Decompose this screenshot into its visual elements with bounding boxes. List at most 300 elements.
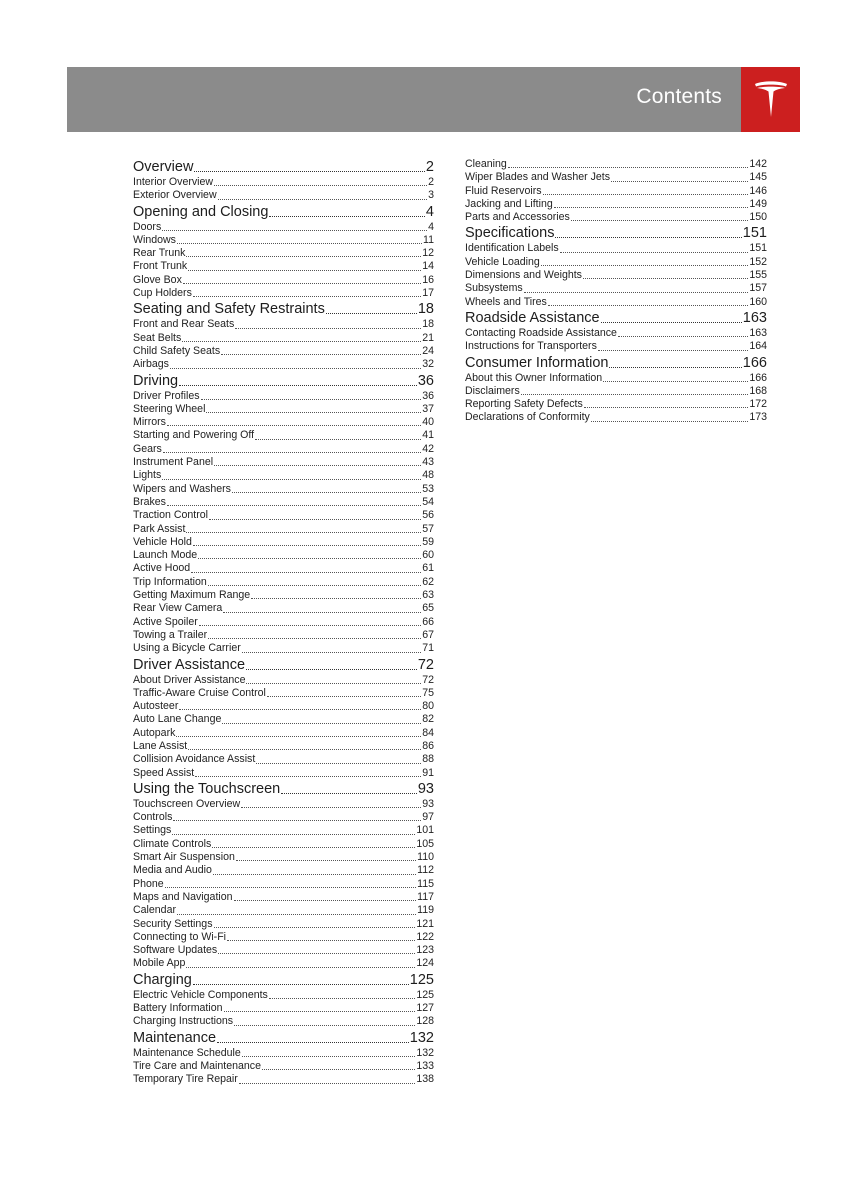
toc-entry-label: Active Spoiler <box>133 615 198 628</box>
toc-entry-page-number: 117 <box>417 890 434 903</box>
toc-entry-page-number: 36 <box>417 372 434 389</box>
toc-section-seating-and-safety-restraints[interactable] <box>133 300 434 318</box>
toc-entry-page-number: 2 <box>428 176 434 188</box>
toc-entry-collision-avoidance-assist[interactable] <box>133 753 434 766</box>
toc-entry-calendar[interactable] <box>133 904 434 917</box>
toc-entry-launch-mode[interactable] <box>133 549 434 562</box>
dot-leader <box>267 695 421 697</box>
toc-entry-label: Speed Assist <box>133 766 195 779</box>
dot-leader <box>521 393 749 395</box>
toc-section-driver-assistance[interactable] <box>133 656 434 674</box>
toc-section-maintenance[interactable] <box>133 1029 434 1047</box>
toc-entry-page-number: 93 <box>417 780 434 797</box>
toc-entry-security-settings[interactable] <box>133 918 434 931</box>
toc-entry-label: Identification Labels <box>465 242 559 255</box>
dot-leader <box>223 611 421 613</box>
toc-entry-mirrors[interactable] <box>133 416 434 429</box>
toc-entry-page-number: 142 <box>749 158 767 170</box>
dot-leader <box>167 504 421 506</box>
toc-section-driving[interactable] <box>133 372 434 390</box>
toc-entry-page-number: 48 <box>422 469 434 482</box>
dot-leader <box>584 406 749 408</box>
toc-entry-page-number: 56 <box>422 509 434 522</box>
toc-section-opening-and-closing[interactable] <box>133 203 434 221</box>
toc-entry-page-number: 59 <box>422 535 434 548</box>
toc-section-charging[interactable] <box>133 971 434 989</box>
toc-entry-label: Starting and Powering Off <box>133 429 255 442</box>
toc-section-using-the-touchscreen[interactable] <box>133 780 434 798</box>
toc-entry-page-number: 17 <box>422 287 434 300</box>
toc-entry-temporary-tire-repair[interactable] <box>133 1073 434 1086</box>
toc-entry-glove-box[interactable] <box>133 274 434 287</box>
toc-entry-label: Park Assist <box>133 522 186 535</box>
dot-leader <box>165 886 416 888</box>
toc-entry-windows[interactable] <box>133 234 434 247</box>
toc-entry-page-number: 66 <box>422 615 434 628</box>
toc-entry-page-number: 157 <box>749 282 767 295</box>
toc-entry-label: Driver Assistance <box>133 656 246 673</box>
toc-entry-page-number: 53 <box>422 482 434 495</box>
toc-entry-park-assist[interactable] <box>133 523 434 536</box>
toc-entry-traffic-aware-cruise-control[interactable] <box>133 687 434 700</box>
dot-leader <box>234 1024 415 1026</box>
toc-entry-page-number: 151 <box>749 242 767 255</box>
dot-leader <box>541 264 749 266</box>
toc-entry-label: Maintenance Schedule <box>133 1046 241 1059</box>
toc-entry-climate-controls[interactable] <box>133 838 434 851</box>
toc-entry-wiper-blades-and-washer-jets[interactable] <box>465 171 767 184</box>
toc-entry-label: Gears <box>133 442 162 455</box>
toc-entry-contacting-roadside-assistance[interactable] <box>465 327 767 340</box>
toc-entry-label: Front Trunk <box>133 260 188 273</box>
toc-entry-connecting-to-wi-fi[interactable] <box>133 931 434 944</box>
dot-leader <box>186 531 421 533</box>
dot-leader <box>603 380 748 382</box>
toc-entry-page-number: 133 <box>416 1059 434 1072</box>
dot-leader <box>212 846 415 848</box>
toc-entry-label: Roadside Assistance <box>465 309 600 326</box>
dot-leader <box>326 312 417 314</box>
toc-entry-battery-information[interactable] <box>133 1002 434 1015</box>
toc-entry-page-number: 145 <box>749 171 767 184</box>
toc-entry-autosteer[interactable] <box>133 700 434 713</box>
toc-entry-active-spoiler[interactable] <box>133 616 434 629</box>
dot-leader <box>218 952 415 954</box>
dot-leader <box>239 1082 416 1084</box>
toc-entry-dimensions-and-weights[interactable] <box>465 269 767 282</box>
dot-leader <box>214 184 427 186</box>
toc-entry-label: Contacting Roadside Assistance <box>465 326 617 339</box>
toc-entry-smart-air-suspension[interactable] <box>133 851 434 864</box>
dot-leader <box>173 819 421 821</box>
toc-entry-label: Dimensions and Weights <box>465 269 582 282</box>
toc-entry-exterior-overview[interactable] <box>133 189 434 202</box>
toc-entry-page-number: 112 <box>417 864 434 877</box>
toc-entry-page-number: 132 <box>416 1046 434 1059</box>
dot-leader <box>195 775 421 777</box>
dot-leader <box>179 708 421 710</box>
dot-leader <box>591 420 748 422</box>
toc-entry-cleaning[interactable] <box>465 158 767 171</box>
toc-entry-label: Cleaning <box>465 158 507 170</box>
dot-leader <box>177 913 416 915</box>
toc-entry-label: Wiper Blades and Washer Jets <box>465 171 611 184</box>
toc-entry-page-number: 32 <box>422 358 434 371</box>
toc-entry-rear-trunk[interactable] <box>133 247 434 260</box>
toc-entry-disclaimers[interactable] <box>465 385 767 398</box>
toc-entry-autopark[interactable] <box>133 727 434 740</box>
toc-entry-label: Rear Trunk <box>133 247 186 260</box>
toc-entry-label: Vehicle Hold <box>133 535 192 548</box>
dot-leader <box>194 170 424 172</box>
toc-entry-page-number: 93 <box>422 797 434 810</box>
toc-entry-label: Security Settings <box>133 917 213 930</box>
dot-leader <box>162 229 427 231</box>
toc-entry-controls[interactable] <box>133 811 434 824</box>
toc-entry-label: Active Hood <box>133 562 191 575</box>
toc-entry-label: Autosteer <box>133 700 179 713</box>
toc-entry-electric-vehicle-components[interactable] <box>133 989 434 1002</box>
dot-leader <box>177 242 422 244</box>
toc-entry-page-number: 72 <box>417 656 434 673</box>
dot-leader <box>163 451 421 453</box>
toc-section-roadside-assistance[interactable] <box>465 309 767 327</box>
toc-section-overview[interactable] <box>133 158 434 176</box>
toc-entry-page-number: 80 <box>422 700 434 713</box>
toc-entry-page-number: 84 <box>422 726 434 739</box>
toc-entry-page-number: 128 <box>416 1015 434 1028</box>
toc-entry-label: Maintenance <box>133 1029 217 1046</box>
toc-entry-label: Collision Avoidance Assist <box>133 753 256 766</box>
toc-entry-label: Launch Mode <box>133 549 198 562</box>
toc-entry-tire-care-and-maintenance[interactable] <box>133 1060 434 1073</box>
toc-entry-charging-instructions[interactable] <box>133 1015 434 1028</box>
toc-entry-page-number: 60 <box>422 549 434 562</box>
dot-leader <box>227 939 415 941</box>
toc-entry-label: Connecting to Wi-Fi <box>133 930 227 943</box>
toc-entry-page-number: 36 <box>422 389 434 402</box>
toc-entry-identification-labels[interactable] <box>465 242 767 255</box>
toc-entry-page-number: 160 <box>749 295 767 308</box>
toc-entry-label: Mirrors <box>133 416 166 429</box>
toc-entry-label: Settings <box>133 824 172 837</box>
toc-left-column <box>133 158 434 1087</box>
toc-entry-page-number: 75 <box>422 686 434 699</box>
toc-entry-label: Traction Control <box>133 509 208 522</box>
toc-entry-label: Child Safety Seats <box>133 344 221 357</box>
dot-leader <box>242 1055 416 1057</box>
toc-entry-page-number: 150 <box>749 211 767 224</box>
toc-entry-label: Fluid Reservoirs <box>465 184 542 197</box>
dot-leader <box>543 193 749 195</box>
dot-leader <box>179 384 417 386</box>
toc-entry-label: Traffic-Aware Cruise Control <box>133 686 266 699</box>
toc-entry-steering-wheel[interactable] <box>133 403 434 416</box>
dot-leader <box>217 1041 409 1043</box>
toc-entry-subsystems[interactable] <box>465 282 767 295</box>
toc-entry-page-number: 21 <box>422 331 434 344</box>
toc-entry-active-hood[interactable] <box>133 562 434 575</box>
dot-leader <box>241 806 421 808</box>
toc-entry-page-number: 172 <box>749 398 767 411</box>
toc-entry-page-number: 168 <box>749 384 767 397</box>
toc-entry-page-number: 166 <box>742 354 767 371</box>
dot-leader <box>201 398 422 400</box>
toc-entry-label: About this Owner Information <box>465 371 603 384</box>
toc-entry-label: Instrument Panel <box>133 456 214 469</box>
toc-entry-lights[interactable] <box>133 469 434 482</box>
dot-leader <box>236 859 416 861</box>
dot-leader <box>224 1010 416 1012</box>
dot-leader <box>162 478 421 480</box>
dot-leader <box>601 321 742 323</box>
toc-entry-label: Windows <box>133 233 176 246</box>
dot-leader <box>560 251 749 253</box>
toc-entry-settings[interactable] <box>133 824 434 837</box>
toc-entry-starting-and-powering-off[interactable] <box>133 429 434 442</box>
toc-entry-label: Software Updates <box>133 944 218 957</box>
toc-entry-page-number: 122 <box>416 930 434 943</box>
toc-entry-page-number: 115 <box>417 877 434 890</box>
toc-entry-label: Towing a Trailer <box>133 628 208 641</box>
toc-right-column <box>465 158 767 425</box>
toc-entry-label: Opening and Closing <box>133 203 269 220</box>
toc-entry-doors[interactable] <box>133 221 434 234</box>
dot-leader <box>221 353 421 355</box>
toc-entry-phone[interactable] <box>133 878 434 891</box>
toc-entry-label: Steering Wheel <box>133 402 206 415</box>
toc-entry-page-number: 146 <box>749 184 767 197</box>
toc-entry-label: Trip Information <box>133 575 207 588</box>
toc-entry-page-number: 124 <box>416 957 434 970</box>
toc-entry-about-this-owner-information[interactable] <box>465 372 767 385</box>
toc-entry-page-number: 97 <box>422 811 434 824</box>
toc-entry-using-a-bicycle-carrier[interactable] <box>133 642 434 655</box>
toc-entry-label: Smart Air Suspension <box>133 851 235 864</box>
toc-section-consumer-information[interactable] <box>465 354 767 372</box>
toc-entry-mobile-app[interactable] <box>133 957 434 970</box>
toc-entry-label: Climate Controls <box>133 837 212 850</box>
toc-entry-trip-information[interactable] <box>133 576 434 589</box>
toc-entry-page-number: 164 <box>749 340 767 353</box>
toc-entry-label: Driving <box>133 372 179 389</box>
toc-entry-label: Driver Profiles <box>133 389 200 402</box>
toc-entry-cup-holders[interactable] <box>133 287 434 300</box>
dot-leader <box>281 792 417 794</box>
toc-entry-traction-control[interactable] <box>133 509 434 522</box>
dot-leader <box>218 198 428 200</box>
dot-leader <box>256 762 421 764</box>
toc-entry-gears[interactable] <box>133 443 434 456</box>
dot-leader <box>183 282 421 284</box>
toc-entry-speed-assist[interactable] <box>133 767 434 780</box>
dot-leader <box>222 722 421 724</box>
toc-entry-page-number: 166 <box>749 371 767 384</box>
toc-entry-parts-and-accessories[interactable] <box>465 211 767 224</box>
dot-leader <box>555 236 741 238</box>
toc-entry-front-and-rear-seats[interactable] <box>133 318 434 331</box>
toc-entry-label: Doors <box>133 220 162 233</box>
toc-entry-label: Getting Maximum Range <box>133 589 251 602</box>
toc-entry-maps-and-navigation[interactable] <box>133 891 434 904</box>
toc-entry-page-number: 18 <box>422 318 434 331</box>
dot-leader <box>508 166 748 168</box>
dot-leader <box>176 735 421 737</box>
toc-entry-label: Brakes <box>133 495 166 508</box>
dot-leader <box>242 651 421 653</box>
dot-leader <box>213 873 416 875</box>
toc-entry-label: Cup Holders <box>133 287 192 300</box>
toc-entry-towing-a-trailer[interactable] <box>133 629 434 642</box>
toc-entry-label: Rear View Camera <box>133 602 223 615</box>
toc-entry-auto-lane-change[interactable] <box>133 713 434 726</box>
toc-entry-page-number: 12 <box>422 247 434 260</box>
toc-entry-page-number: 63 <box>422 589 434 602</box>
toc-entry-declarations-of-conformity[interactable] <box>465 411 767 424</box>
dot-leader <box>269 997 415 999</box>
toc-entry-label: Seating and Safety Restraints <box>133 301 325 318</box>
dot-leader <box>167 424 421 426</box>
toc-entry-interior-overview[interactable] <box>133 176 434 189</box>
toc-entry-label: Phone <box>133 877 164 890</box>
toc-entry-page-number: 123 <box>416 944 434 957</box>
toc-entry-label: Lights <box>133 469 162 482</box>
dot-leader <box>554 206 749 208</box>
toc-entry-vehicle-hold[interactable] <box>133 536 434 549</box>
toc-entry-page-number: 82 <box>422 713 434 726</box>
toc-entry-vehicle-loading[interactable] <box>465 256 767 269</box>
toc-entry-label: Parts and Accessories <box>465 211 570 224</box>
toc-entry-page-number: 67 <box>422 628 434 641</box>
toc-entry-label: Reporting Safety Defects <box>465 398 583 411</box>
toc-entry-page-number: 2 <box>425 159 434 175</box>
dot-leader <box>251 597 421 599</box>
toc-entry-wipers-and-washers[interactable] <box>133 483 434 496</box>
toc-entry-page-number: 57 <box>422 522 434 535</box>
toc-entry-page-number: 152 <box>749 255 767 268</box>
toc-entry-page-number: 125 <box>409 971 434 988</box>
dot-leader <box>214 926 416 928</box>
toc-entry-driver-profiles[interactable] <box>133 390 434 403</box>
toc-entry-page-number: 16 <box>422 273 434 286</box>
toc-entry-label: Wipers and Washers <box>133 482 231 495</box>
toc-entry-maintenance-schedule[interactable] <box>133 1047 434 1060</box>
toc-entry-page-number: 151 <box>742 225 767 242</box>
toc-entry-page-number: 101 <box>416 824 434 837</box>
toc-entry-label: Glove Box <box>133 273 182 286</box>
toc-entry-reporting-safety-defects[interactable] <box>465 398 767 411</box>
toc-entry-page-number: 3 <box>428 189 434 202</box>
dot-leader <box>255 438 421 440</box>
toc-entry-page-number: 173 <box>749 411 767 424</box>
dot-leader <box>193 544 421 546</box>
toc-entry-label: Maps and Navigation <box>133 890 233 903</box>
toc-entry-media-and-audio[interactable] <box>133 864 434 877</box>
toc-entry-child-safety-seats[interactable] <box>133 345 434 358</box>
toc-entry-page-number: 54 <box>422 495 434 508</box>
toc-entry-jacking-and-lifting[interactable] <box>465 198 767 211</box>
toc-entry-front-trunk[interactable] <box>133 260 434 273</box>
dot-leader <box>182 340 421 342</box>
toc-entry-getting-maximum-range[interactable] <box>133 589 434 602</box>
toc-entry-page-number: 18 <box>417 301 434 318</box>
toc-entry-page-number: 37 <box>422 402 434 415</box>
toc-entry-label: Using a Bicycle Carrier <box>133 642 241 655</box>
toc-entry-page-number: 4 <box>425 203 434 220</box>
toc-entry-touchscreen-overview[interactable] <box>133 798 434 811</box>
toc-entry-page-number: 121 <box>416 917 434 930</box>
dot-leader <box>209 518 421 520</box>
toc-entry-software-updates[interactable] <box>133 944 434 957</box>
toc-entry-label: Vehicle Loading <box>465 255 540 268</box>
toc-entry-page-number: 132 <box>409 1029 434 1046</box>
page-title: Contents <box>636 85 722 108</box>
toc-entry-label: Touchscreen Overview <box>133 797 241 810</box>
toc-entry-instructions-for-transporters[interactable] <box>465 340 767 353</box>
dot-leader <box>571 219 749 221</box>
dot-leader <box>186 255 421 257</box>
toc-entry-page-number: 88 <box>422 753 434 766</box>
toc-entry-label: Tire Care and Maintenance <box>133 1059 261 1072</box>
toc-entry-label: Mobile App <box>133 957 186 970</box>
tesla-logo-icon <box>753 79 789 121</box>
dot-leader <box>208 584 421 586</box>
toc-entry-page-number: 61 <box>422 562 434 575</box>
dot-leader <box>191 571 421 573</box>
toc-entry-page-number: 149 <box>749 197 767 210</box>
toc-entry-label: Electric Vehicle Components <box>133 988 268 1001</box>
toc-entry-label: Consumer Information <box>465 354 609 371</box>
toc-entry-label: Interior Overview <box>133 176 214 188</box>
toc-entry-page-number: 4 <box>428 220 434 233</box>
toc-entry-airbags[interactable] <box>133 358 434 371</box>
toc-entry-instrument-panel[interactable] <box>133 456 434 469</box>
toc-entry-seat-belts[interactable] <box>133 332 434 345</box>
toc-entry-page-number: 163 <box>742 309 767 326</box>
toc-entry-fluid-reservoirs[interactable] <box>465 185 767 198</box>
toc-entry-label: Front and Rear Seats <box>133 318 235 331</box>
dot-leader <box>235 327 421 329</box>
dot-leader <box>583 277 748 279</box>
toc-entry-label: Subsystems <box>465 282 523 295</box>
dot-leader <box>269 215 424 217</box>
toc-entry-rear-view-camera[interactable] <box>133 602 434 615</box>
toc-entry-page-number: 71 <box>422 642 434 655</box>
brand-logo <box>741 67 800 132</box>
toc-entry-page-number: 24 <box>422 344 434 357</box>
toc-entry-label: Using the Touchscreen <box>133 780 281 797</box>
dot-leader <box>188 748 421 750</box>
toc-entry-label: Media and Audio <box>133 864 212 877</box>
toc-entry-page-number: 91 <box>422 766 434 779</box>
toc-entry-label: Specifications <box>465 225 555 242</box>
toc-entry-label: Autopark <box>133 726 176 739</box>
dot-leader <box>214 464 421 466</box>
toc-section-specifications[interactable] <box>465 224 767 242</box>
dot-leader <box>193 295 421 297</box>
toc-entry-label: Auto Lane Change <box>133 713 222 726</box>
toc-entry-lane-assist[interactable] <box>133 740 434 753</box>
toc-entry-wheels-and-tires[interactable] <box>465 296 767 309</box>
toc-entry-brakes[interactable] <box>133 496 434 509</box>
dot-leader <box>198 557 421 559</box>
toc-entry-page-number: 43 <box>422 456 434 469</box>
toc-entry-label: Temporary Tire Repair <box>133 1073 238 1086</box>
toc-entry-about-driver-assistance[interactable] <box>133 674 434 687</box>
toc-entry-label: Jacking and Lifting <box>465 197 553 210</box>
toc-entry-label: Overview <box>133 159 194 175</box>
dot-leader <box>208 637 421 639</box>
